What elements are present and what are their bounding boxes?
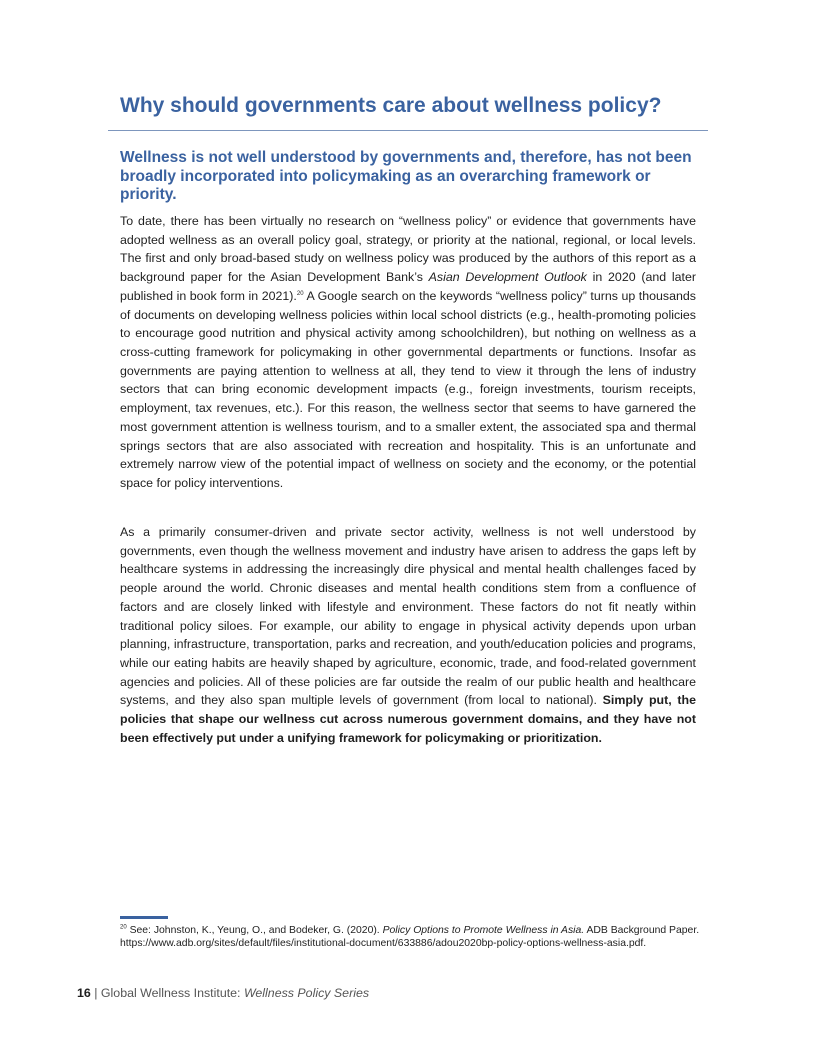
footer-series: Wellness Policy Series — [243, 986, 370, 1000]
paragraph-1-text-c: A Google search on the keywords “wellness policy” turns up thousands of documents on developing wellness policies within local school districts (e.g., health-promoting policies to encourage good nutrition and physical activity among schoolchildren), but nothing on wellness as a cross-cutting framework for policymaking in other governmental departments or functions. Insofar as governments are paying attention to wellness at all, they tend to view it through the lens of industry sectors that can bring economic development impacts (e.g., foreign investments, tourism receipts, employment, tax revenues, etc.). For this reason, the wellness sector that seems to have garnered the most government attention is wellness tourism, and to a smaller extent, the associated spa and thermal springs sectors that are also associated with recreation and hospitality. This is an unfortunate and extremely narrow view of the potential impact of wellness on society and the economy, or the potential space for policy interventions. — [120, 288, 696, 491]
footer-publisher: Global Wellness Institute: — [100, 986, 244, 1000]
paragraph-1-italic-title: Asian Development Outlook — [428, 270, 587, 285]
title-divider — [108, 130, 708, 131]
footnote-divider — [120, 916, 168, 919]
footnote-number: 20 — [120, 924, 127, 931]
paragraph-2-bold-statement: Simply put, the policies that shape our wellness cut across numerous government domains, and they have not been effectively put under a unifying framework for policymaking or prioritization. — [120, 693, 696, 745]
body-paragraph-2 — [120, 523, 696, 748]
footnote-italic-title: Policy Options to Promote Wellness in Asia. — [382, 925, 585, 936]
footer-separator: | — [90, 986, 101, 1000]
section-subheading: Wellness is not well understood by governments and, therefore, has not been broadly incorporated into policymaking as an overarching framework or priority. — [120, 149, 692, 204]
page-footer — [77, 984, 677, 1002]
paragraph-1-text-b: in 2020 (and later published in book form in 2021). — [120, 270, 697, 303]
footnote-text-a: See: Johnston, K., Yeung, O., and Bodeker, G. (2020). — [126, 925, 383, 936]
footnote-reference: 20 — [296, 290, 304, 297]
body-paragraph-1 — [120, 212, 696, 493]
paragraph-1-text-a: To date, there has been virtually no research on “wellness policy” or evidence that governments have adopted wellness as an overall policy goal, strategy, or priority at the national, regional, or local levels. The first and only broad-based study on wellness policy was produced by the authors of this report as a background paper for the Asian Development Bank’s — [120, 214, 696, 285]
footnote-text-b: ADB Background Paper. https://www.adb.org/sites/default/files/institutional-document/633886/adou2020bp-policy-options-wellness-asia.pdf. — [120, 925, 700, 949]
page-title: Why should governments care about wellness policy? — [120, 94, 662, 117]
page-number: 16 — [77, 986, 91, 1000]
footnote — [120, 925, 710, 950]
paragraph-2-text: As a primarily consumer-driven and private sector activity, wellness is not well understood by governments, even though the wellness movement and industry have arisen to address the gaps left by healthcare systems in addressing the increasingly dire physical and mental health challenges faced by people around the world. Chronic diseases and mental health conditions stem from a confluence of factors and are closely linked with lifestyle and environment. These factors do not fit neatly within traditional policy siloes. For example, our ability to engage in physical activity depends upon urban planning, infrastructure, transportation, parks and recreation, and youth/education policies and programs, while our eating habits are heavily shaped by agriculture, economic, trade, and food-related government agencies and policies. All of these policies are far outside the realm of our public health and healthcare systems, and they also span multiple levels of government (from local to national). — [120, 525, 696, 708]
